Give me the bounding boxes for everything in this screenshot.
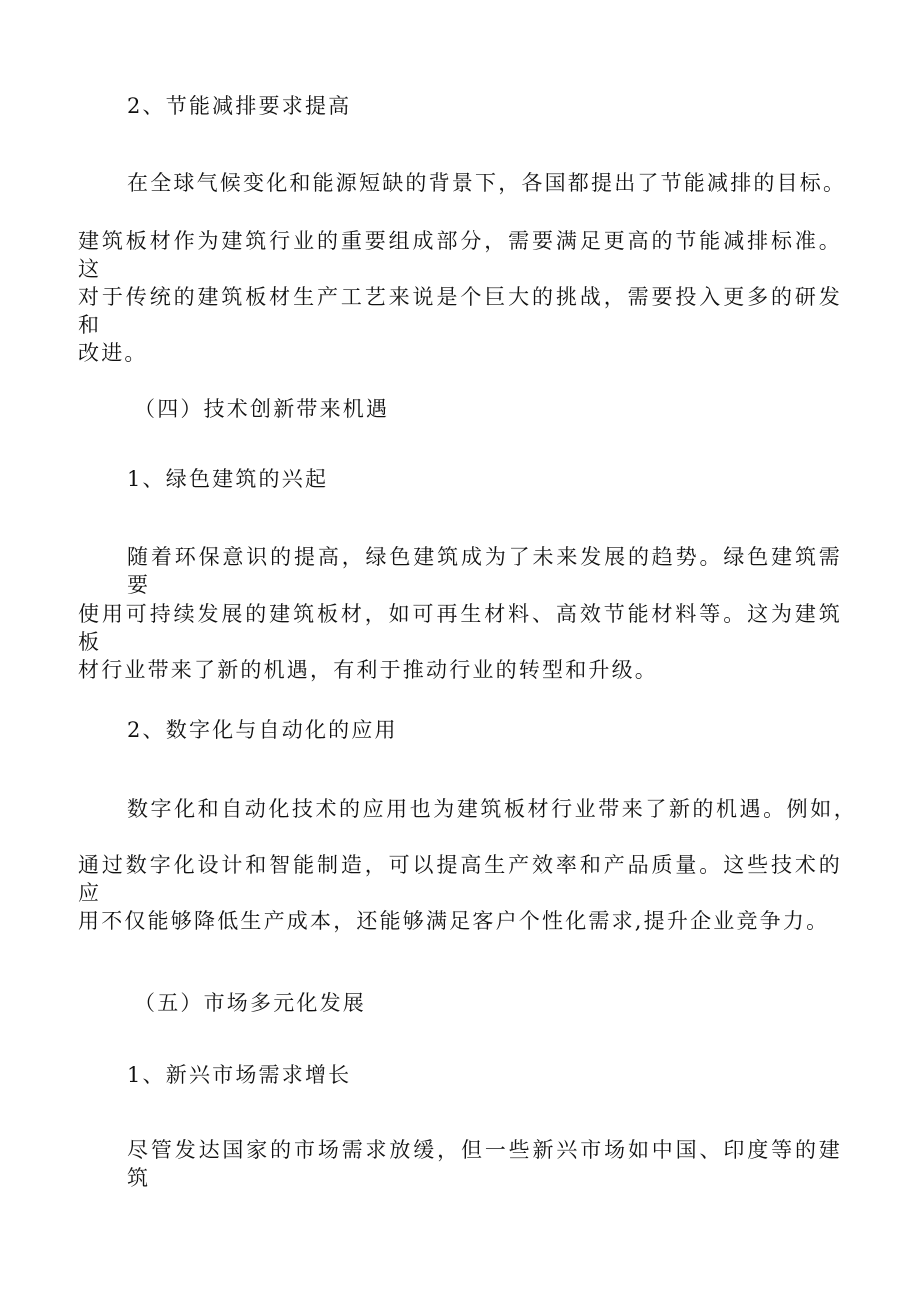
paragraph-line: 改进。 (78, 341, 148, 365)
heading-green-building: 1、绿色建筑的兴起 (127, 467, 329, 491)
heading-tech-innovation: （四）技术创新带来机遇 (134, 397, 390, 421)
heading-energy-saving: 2、节能减排要求提高 (127, 94, 352, 118)
paragraph-line: 用不仅能够降低生产成本，还能够满足客户个性化需求,提升企业竞争力。 (78, 909, 830, 933)
paragraph-line: 在全球气候变化和能源短缺的背景下，各国都提出了节能减排的目标。 (127, 171, 847, 195)
paragraph-line: 使用可持续发展的建筑板材，如可再生材料、高效节能材料等。这为建筑板 (78, 602, 842, 654)
paragraph-line: 随着环保意识的提高，绿色建筑成为了未来发展的趋势。绿色建筑需要 (127, 545, 842, 597)
heading-digitalization: 2、数字化与自动化的应用 (127, 718, 398, 742)
paragraph-line: 通过数字化设计和智能制造，可以提高生产效率和产品质量。这些技术的应 (78, 853, 842, 905)
paragraph-line: 数字化和自动化技术的应用也为建筑板材行业带来了新的机遇。例如， (127, 797, 857, 821)
paragraph-line: 对于传统的建筑板材生产工艺来说是个巨大的挑战，需要投入更多的研发和 (78, 285, 842, 337)
heading-market-diversification: （五）市场多元化发展 (134, 991, 366, 1015)
paragraph-line: 建筑板材作为建筑行业的重要组成部分，需要满足更高的节能减排标准。这 (78, 229, 842, 281)
paragraph-line: 材行业带来了新的机遇，有利于推动行业的转型和升级。 (78, 658, 658, 682)
heading-emerging-markets: 1、新兴市场需求增长 (127, 1063, 352, 1087)
paragraph-line: 尽管发达国家的市场需求放缓，但一些新兴市场如中国、印度等的建筑 (127, 1138, 842, 1190)
